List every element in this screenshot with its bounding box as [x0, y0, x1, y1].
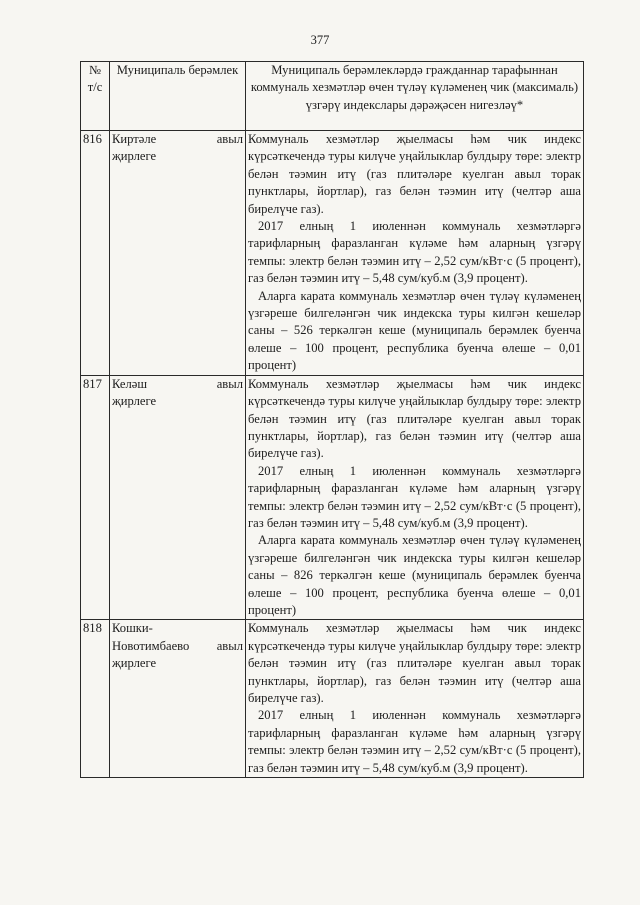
row-number: 817	[81, 375, 110, 620]
header-municipality: Муниципаль берәмлек	[110, 62, 246, 131]
header-number: № т/с	[81, 62, 110, 131]
municipality-name-line: Новотимбаево авыл	[112, 638, 243, 653]
description-paragraph: Коммуналь хезмәтләр җыелмасы һәм чик индекс күрсәткечендә туры килүче уңайлыклар булдыру төре: электр белән тәэмин итү (газ плитәләре куелган авыл торак пунктлары, йортлар), газ белән тәэмин итү (челтәр аша бирелүче газ).	[248, 132, 581, 216]
row-description	[246, 131, 584, 376]
municipality-name-line: җирлеге	[112, 149, 157, 164]
description-paragraph: 2017 елның 1 июленнән коммуналь хезмәтләргә тарифларның фаразланган күләме һәм аларның үзгәрү темпы: электр белән тәэмин итү – 2,52 сум/кВт·с (5 процент), газ белән тәэмин итү – 5,48 сум/куб.м (3,9 процент).	[248, 219, 581, 286]
description-paragraph: Коммуналь хезмәтләр җыелмасы һәм чик индекс күрсәткечендә туры килүче уңайлыклар булдыру төре: электр белән тәэмин итү (газ плитәләре куелган авыл торак пунктлары, йортлар), газ белән тәэмин итү (челтәр аша бирелүче газ).	[248, 621, 581, 705]
municipality-name-line: җирлеге	[112, 394, 157, 409]
row-number: 818	[81, 620, 110, 778]
table-row	[81, 375, 584, 620]
municipality-name-line: җирлеге	[112, 656, 157, 671]
description-paragraph: Аларга карата коммуналь хезмәтләр өчен түләү күләменең үзгәреше билгеләнгән чик индекска туры килгән кешеләр саны – 526 теркәлгән кеше (муниципаль берәмлек буенча өлеше – 100 процент, республика буенча өлеше – 0,01 процент)	[248, 288, 581, 373]
description-paragraph: Коммуналь хезмәтләр җыелмасы һәм чик индекс күрсәткечендә туры килүче уңайлыклар булдыру төре: электр белән тәэмин итү (газ плитәләре куелган авыл торак пунктлары, йортлар), газ белән тәэмин итү (челтәр аша бирелүче газ).	[248, 376, 581, 461]
description-paragraph: Аларга карата коммуналь хезмәтләр өчен түләү күләменең үзгәреше билгеләнгән чик индекска туры килгән кешеләр саны – 826 теркәлгән кеше (муниципаль берәмлек буенча өлеше – 100 процент, республика буенча өлеше – 0,01 процент)	[248, 533, 581, 617]
municipality-name-line: Келәш авыл	[112, 376, 243, 391]
description-paragraph: 2017 елның 1 июленнән коммуналь хезмәтләргә тарифларның фаразланган күләме һәм аларның үзгәрү темпы: электр белән тәэмин итү – 2,52 сум/кВт·с (5 процент), газ белән тәэмин итү – 5,48 сум/куб.м (3,9 процент).	[248, 708, 581, 775]
municipality-name	[110, 131, 246, 376]
municipality-name	[110, 620, 246, 778]
header-description: Муниципаль берәмлекләрдә гражданнар тарафыннан коммуналь хезмәтләр өчен түләү күләменең чик (максималь) үзгәрү индекслары дәрәҗәсен нигезләү*	[246, 62, 584, 131]
municipality-name	[110, 375, 246, 620]
tariff-table	[80, 61, 584, 778]
table-header-row	[81, 62, 584, 131]
description-paragraph: 2017 елның 1 июленнән коммуналь хезмәтләргә тарифларның фаразланган күләме һәм аларның үзгәрү темпы: электр белән тәэмин итү – 2,52 сум/кВт·с (5 процент), газ белән тәэмин итү – 5,48 сум/куб.м (3,9 процент).	[248, 463, 581, 530]
municipality-name-line: Кошки-	[112, 621, 153, 636]
municipality-name-line: Киртәле авыл	[112, 132, 243, 146]
page-number: 377	[310, 33, 330, 47]
row-description	[246, 375, 584, 620]
table-row	[81, 620, 584, 778]
row-number: 816	[81, 131, 110, 376]
table-row	[81, 131, 584, 376]
row-description	[246, 620, 584, 778]
